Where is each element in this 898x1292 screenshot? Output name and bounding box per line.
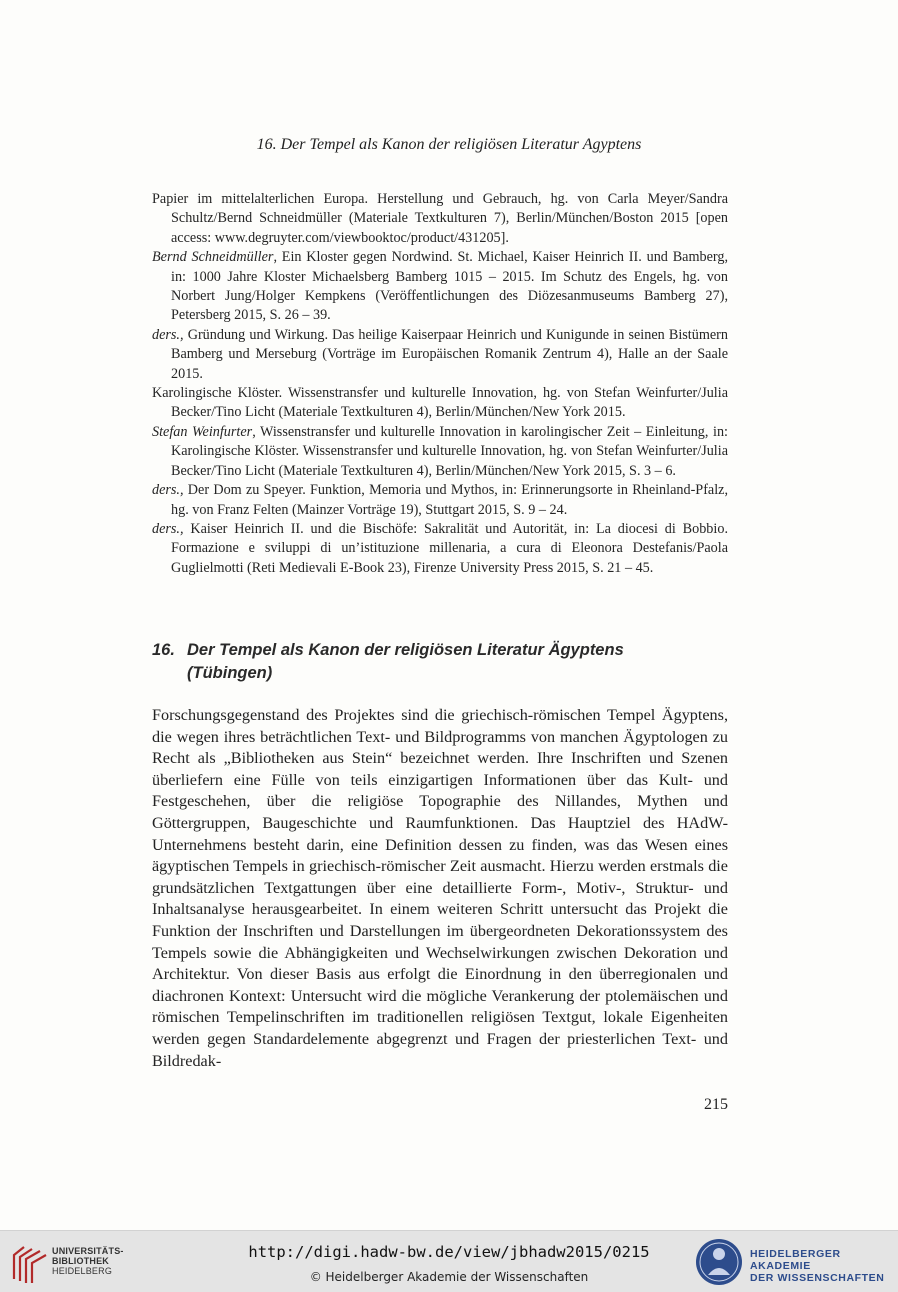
body-paragraph: Forschungsgegenstand des Projektes sind die griechisch-römischen Tempel Ägyptens, die wegen ihres beträchtlichen Text- und Bildprogramms von manchen Ägyptologen zu Recht als „Bibliotheken aus Stein“ bezeichnet werden. Ihre Inschriften und Szenen überliefern eine Fülle von teils einzigartigen Informationen über das Kult- und Festgeschehen, über die religiöse Topographie des Nillandes, Mythen und Göttergruppen, Baugeschichte und Raumfunktionen. Das Hauptziel des HAdW-Unternehmens besteht darin, eine Definition dessen zu finden, was das Wesen eines ägyptischen Tempels in griechisch-römischer Zeit ausmacht. Hierzu werden erstmals die grundsätzlichen Textgattungen über eine detaillierte Form-, Motiv-, Struktur- und Inhaltsanalyse herausgearbeitet. In einem weiteren Schritt untersucht das Projekt die Funktion der Inschriften und Darstellungen im übergeordneten Dekorationssystem des Tempels sowie die Abhängigkeiten und Wechselwirkungen zwischen Dekoration und Architektur. Von dieser Basis aus erfolgt die Einordnung in den überregionalen und diachronen Kontext: Untersucht wird die mögliche Verankerung der ptolemäischen und römischen Tempelinschriften im traditionellen religiösen Textgut, lokale Eigenheiten werden gegen Standardelemente abgegrenzt und Fragen der priesterlichen Text- und Bildredak-: [152, 706, 728, 1070]
academy-wordmark: HEIDELBERGER AKADEMIE DER WISSENSCHAFTEN: [750, 1248, 885, 1284]
bibliography-entry: [152, 481, 728, 520]
entry-author: Stefan Weinfurter: [152, 423, 253, 440]
university-library-wordmark: UNIVERSITÄTS- BIBLIOTHEK HEIDELBERG: [52, 1246, 124, 1276]
entry-author: ders.,: [152, 326, 184, 343]
entry-text: Karolingische Klöster. Wissenstransfer und kulturelle Innovation, hg. von Stefan Weinfurter/Julia Becker/Tino Licht (Materiale Textkulturen 4), Berlin/München/New York 2015.: [152, 385, 728, 421]
bibliography-entry: [152, 326, 728, 384]
entry-author: ders.,: [152, 520, 184, 537]
entry-author: Bernd Schneidmüller: [152, 249, 274, 266]
entry-text: Gründung und Wirkung. Das heilige Kaiserpaar Heinrich und Kunigunde in seinen Bistümern Bamberg und Merseburg (Vorträge im Europäischen Romanik Zentrum 4), Halle an der Saale 2015.: [171, 326, 728, 382]
bibliography-entry: [152, 248, 728, 326]
copyright-notice: © Heidelberger Akademie der Wissenschaften: [309, 1270, 589, 1284]
permalink-url[interactable]: http://digi.hadw-bw.de/view/jbhadw2015/0215: [248, 1243, 650, 1261]
entry-author: ders.,: [152, 482, 184, 499]
viewer-footer: [0, 1230, 898, 1292]
page-number: 215: [704, 1096, 728, 1113]
section-heading: [152, 639, 752, 685]
section-title-line1: Der Tempel als Kanon der religiösen Literatur Ägyptens: [187, 641, 624, 659]
entry-text: Papier im mittelalterlichen Europa. Herstellung und Gebrauch, hg. von Carla Meyer/Sandra Schultz/Bernd Schneidmüller (Materiale Textkulturen 7), Berlin/München/Boston 2015 [open access: www.degruyter.com/viewbooktoc/product/431205].: [152, 191, 728, 246]
academy-seal-icon: [694, 1237, 744, 1287]
entry-text: , Ein Kloster gegen Nordwind. St. Michael, Kaiser Heinrich II. und Bamberg, in: 1000 Jahre Kloster Michaelsberg Bamberg 1015 – 2015. Im Schutz des Engels, hg. von Norbert Jung/Holger Kempkens (Veröffentlichungen des Diözesanmuseums Bamberg 27), Petersberg 2015, S. 26 – 39.: [171, 249, 728, 324]
bibliography-list: [152, 190, 728, 578]
bibliography-entry: [152, 520, 728, 578]
bibliography-entry: [152, 190, 728, 248]
section-title-line2: (Tübingen): [187, 664, 273, 682]
entry-text: , Wissenstransfer und kulturelle Innovation in karolingischer Zeit – Einleitung, in: Karolingische Klöster. Wissenstransfer und kulturelle Innovation, hg. von Stefan Weinfurter/Julia Becker/Tino Licht (Materiale Textkulturen 4), Berlin/München/New York 2015, S. 3 – 6.: [171, 423, 728, 479]
bibliography-entry: [152, 384, 728, 423]
entry-text: Kaiser Heinrich II. und die Bischöfe: Sakralität und Autorität, in: La diocesi di Bobbio. Formazione e sviluppi di un’istituzione millenaria, a cura di Eleonora Destefanis/Paola Guglielmotti (Reti Medievali E-Book 23), Firenze University Press 2015, S. 21 – 45.: [171, 520, 728, 576]
section-number: 16.: [152, 641, 175, 659]
running-head: 16. Der Tempel als Kanon der religiösen Literatur Agyptens: [256, 136, 642, 153]
bibliography-entry: [152, 423, 728, 481]
entry-text: Der Dom zu Speyer. Funktion, Memoria und Mythos, in: Erinnerungsorte in Rheinland-Pfalz, hg. von Franz Felten (Mainzer Vorträge 19), Stuttgart 2015, S. 9 – 24.: [171, 482, 728, 518]
